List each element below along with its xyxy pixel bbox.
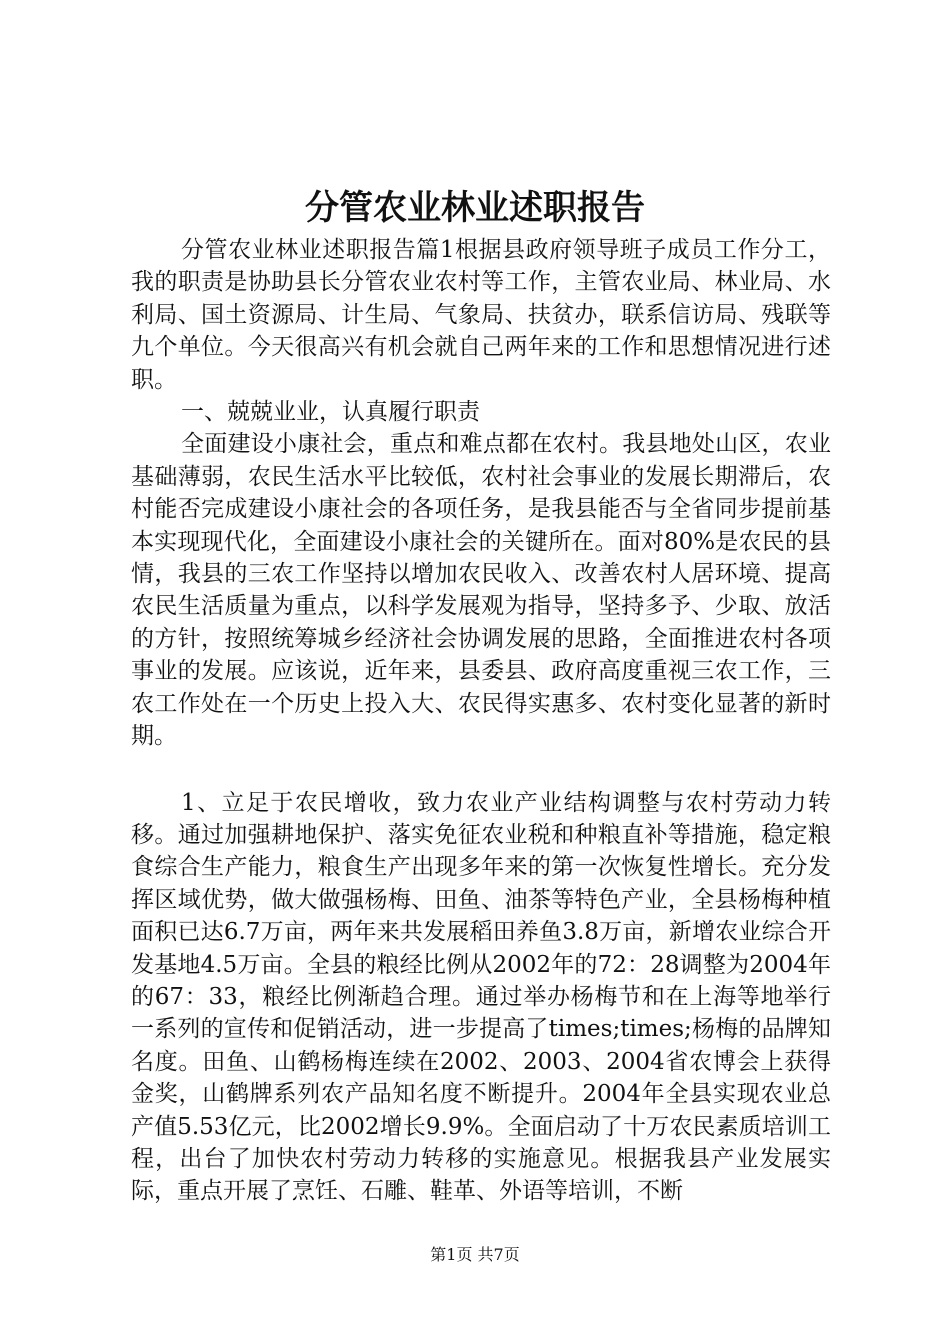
section-heading: 一、兢兢业业，认真履行职责	[181, 399, 480, 426]
paragraph-item-1: 1、立足于农民增收，致力农业产业结构调整与农村劳动力转移。通过加强耕地保护、落实免征农业税和种粮直补等措施，稳定粮食综合生产能力，粮食生产出现多年来的第一次恢复性增长。充分发挥区域优势，做大做强杨梅、田鱼、油茶等特色产业，全县杨梅种植面积已达6.7万亩，两年来共发展稻田养鱼3.8万亩，新增农业综合开发基地4.5万亩。全县的粮经比例从2002年的72：28调整为2004年的67：33，粮经比例渐趋合理。通过举办杨梅节和在上海等地举行一系列的宣传和促销活动，进一步提高了times;times;杨梅的品牌知名度。田鱼、山鹤杨梅连续在2002、2003、2004省农博会上获得金奖，山鹤牌系列农产品知名度不断提升。2004年全县实现农业总产值5.53亿元，比2002增长9.9%。全面启动了十万农民素质培训工程，出台了加快农村劳动力转移的实施意见。根据我县产业发展实际，重点开展了烹饪、石雕、鞋革、外语等培训，不断	[131, 789, 831, 1205]
document-body	[131, 234, 831, 1208]
paragraph-overview: 全面建设小康社会，重点和难点都在农村。我县地处山区，农业基础薄弱，农民生活水平比较低，农村社会事业的发展长期滞后，农村能否完成建设小康社会的各项任务，是我县能否与全省同步提前基本实现现代化，全面建设小康社会的关键所在。面对80%是农民的县情，我县的三农工作坚持以增加农民收入、改善农村人居环境、提高农民生活质量为重点，以科学发展观为指导，坚持多予、少取、放活的方针，按照统筹城乡经济社会协调发展的思路，全面推进农村各项事业的发展。应该说，近年来，县委县、政府高度重视三农工作，三农工作处在一个历史上投入大、农民得实惠多、农村变化显著的新时期。	[131, 431, 831, 750]
paragraph-spacer	[131, 753, 831, 787]
paragraph-intro: 分管农业林业述职报告篇1根据县政府领导班子成员工作分工，我的职责是协助县长分管农业农村等工作，主管农业局、林业局、水利局、国土资源局、计生局、气象局、扶贫办，联系信访局、残联等九个单位。今天很高兴有机会就自己两年来的工作和思想情况进行述职。	[131, 237, 831, 393]
document-title: 分管农业林业述职报告	[305, 188, 645, 228]
page-number: 第1页 共7页	[430, 1245, 520, 1264]
